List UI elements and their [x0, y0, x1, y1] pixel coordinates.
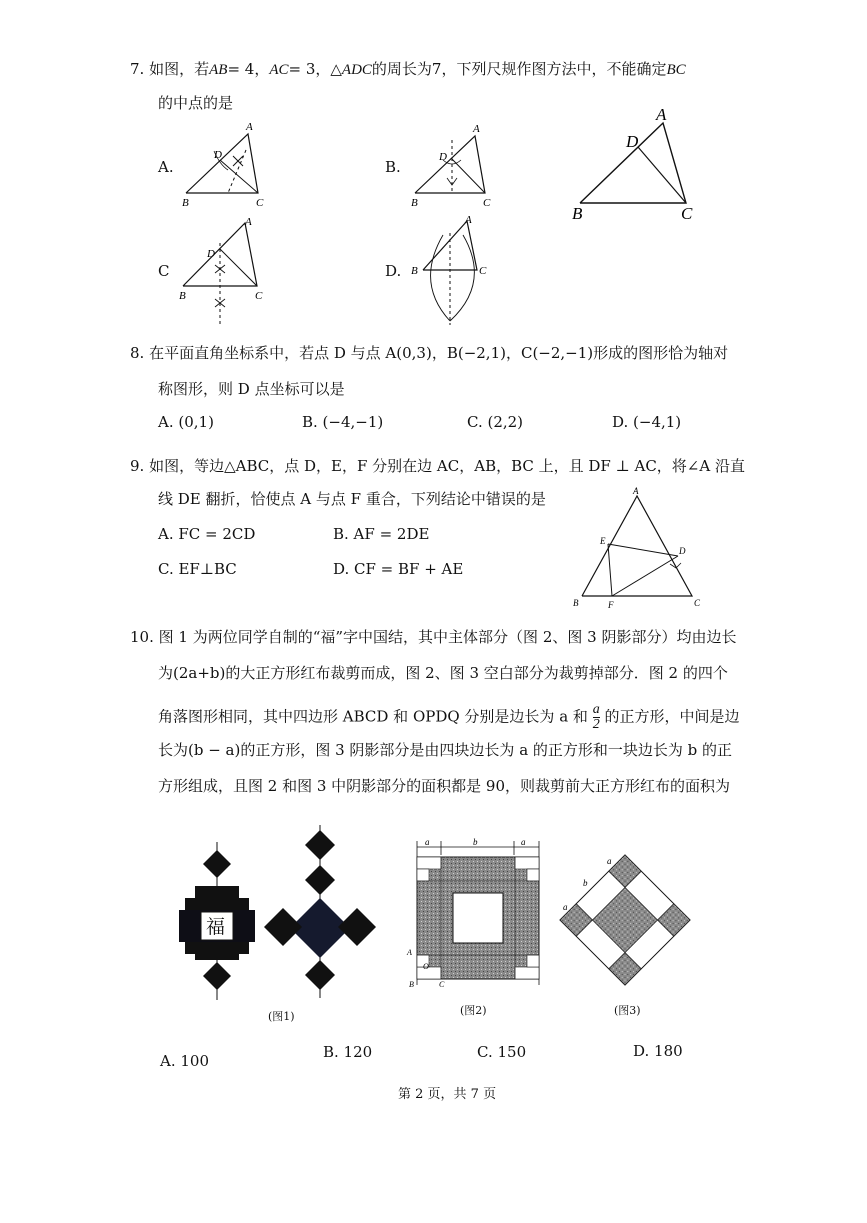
q10-line2: 为(2a+b)的大正方形红布裁剪而成，图 2、图 3 空白部分为裁剪掉部分．图 2 的四个	[158, 664, 728, 682]
q7-stem-line1	[130, 59, 686, 80]
fu-character: 福	[206, 917, 226, 938]
q7a-vertex-d: D	[214, 149, 222, 161]
q7-option-d-label: D.	[385, 262, 402, 280]
fig2-label-A: A	[407, 948, 412, 957]
q8-number: 8.	[130, 344, 145, 362]
q7-ab: AB	[209, 62, 228, 78]
q7-stem-line2: 的中点的是	[158, 94, 234, 112]
fig2-label-b: b	[473, 837, 478, 847]
q8-option-c: C. (2,2)	[467, 413, 524, 431]
fig2-label-C: C	[439, 980, 445, 989]
q9-vertex-d: D	[679, 546, 686, 556]
q10-figure-3	[555, 850, 695, 990]
q7-text-b: 的周长为7，下列尺规作图方法中，不能确定	[371, 60, 667, 78]
q8-stem-line1	[130, 343, 728, 363]
q7c-vertex-c: C	[255, 290, 263, 302]
q7-figure-a	[178, 118, 273, 210]
q7a-vertex-c: C	[256, 197, 264, 209]
fig2-label-a1: a	[425, 837, 430, 847]
q7ref-vertex-b: B	[572, 204, 583, 223]
q10-fraction	[593, 703, 600, 732]
q10-option-b: B. 120	[323, 1043, 373, 1061]
q10-caption-3: (图3)	[614, 1004, 641, 1017]
q7-eq4: = 4，	[227, 60, 270, 78]
q10-line4: 长为(b − a)的正方形，图 3 阴影部分是由四块边长为 a 的正方形和一块边长为 b 的正	[158, 741, 733, 759]
q10-line5: 方形组成，且图 2 和图 3 中阴影部分的面积都是 90，则裁剪前大正方形红布的面积为	[158, 777, 731, 795]
q7-ac: AC	[269, 62, 289, 78]
q7a-vertex-a: A	[246, 121, 253, 133]
q7-figure-c	[175, 213, 270, 328]
q7-number: 7.	[130, 60, 145, 78]
q7b-vertex-b: B	[411, 197, 418, 209]
q10-option-d: D. 180	[633, 1042, 683, 1060]
q9-stem-line1	[130, 456, 745, 476]
q10-option-a: A. 100	[160, 1052, 209, 1070]
q9-number: 9.	[130, 457, 145, 475]
q7-reference-figure	[568, 105, 703, 225]
page-footer: 第 2 页，共 7 页	[398, 1087, 497, 1102]
q7d-vertex-b: B	[411, 265, 418, 277]
q7-option-b-label: B.	[385, 158, 401, 176]
q9-vertex-b: B	[573, 598, 579, 608]
fig2-label-O: O	[423, 962, 429, 971]
q9-vertex-f: F	[608, 600, 614, 610]
q7-bc: BC	[666, 62, 686, 78]
fig2-label-a2: a	[521, 837, 526, 847]
q7c-vertex-a: A	[245, 216, 252, 228]
q7b-vertex-c: C	[483, 197, 491, 209]
q7b-vertex-d: D	[439, 151, 447, 163]
q10-number: 10.	[130, 628, 154, 646]
q7-eq3: = 3，△	[288, 60, 342, 78]
q7b-vertex-a: A	[473, 123, 480, 135]
q7-figure-d	[405, 213, 505, 328]
q8-option-a: A. (0,1)	[158, 413, 214, 431]
q10-figure-2	[403, 835, 543, 995]
q10-line1	[130, 627, 736, 647]
q10-text-line3b: 的正方形，中间是边	[604, 707, 740, 726]
q9-option-d: D. CF = BF + AE	[333, 560, 464, 578]
q7d-vertex-a: A	[465, 214, 472, 226]
q8-stem-line2: 称图形，则 D 点坐标可以是	[158, 380, 345, 398]
q10-frac-num: a	[592, 702, 600, 717]
q10-frac-den: 2	[592, 717, 600, 732]
q8-option-d: D. (−4,1)	[612, 413, 682, 431]
fig2-label-B: B	[409, 980, 414, 989]
q10-option-c: C. 150	[477, 1043, 527, 1061]
q8-option-b: B. (−4,−1)	[302, 413, 384, 431]
q7c-vertex-b: B	[179, 290, 186, 302]
q9-stem-line2: 线 DE 翻折，恰使点 A 与点 F 重合，下列结论中错误的是	[158, 490, 546, 508]
q10-line3	[158, 703, 739, 732]
q9-vertex-e: E	[600, 536, 606, 546]
q10-figure-1	[175, 820, 390, 1005]
q10-caption-1: (图1)	[268, 1010, 295, 1023]
q7-adc: ADC	[341, 62, 372, 78]
q7c-vertex-d: D	[207, 248, 215, 260]
fig3-label-a1: a	[607, 856, 612, 866]
fig3-label-b: b	[583, 878, 588, 888]
q7ref-vertex-c: C	[681, 204, 693, 223]
q9-figure	[570, 484, 705, 612]
fig3-label-a2: a	[563, 902, 568, 912]
q7d-vertex-c: C	[479, 265, 487, 277]
q10-text-line3a: 角落图形相同，其中四边形 ABCD 和 OPDQ 分别是边长为 a 和	[158, 707, 588, 726]
q10-caption-2: (图2)	[460, 1004, 487, 1017]
q9-option-b: B. AF = 2DE	[333, 525, 430, 543]
q7ref-vertex-d: D	[626, 132, 639, 151]
q7a-vertex-b: B	[182, 197, 189, 209]
q7ref-vertex-a: A	[656, 105, 667, 124]
q7-option-a-label: A.	[158, 158, 174, 176]
q10-text-line1: 图 1 为两位同学自制的“福”字中国结，其中主体部分（图 2、图 3 阴影部分）均由边长	[158, 628, 737, 646]
q8-text-line1: 在平面直角坐标系中，若点 D 与点 A(0,3)，B(−2,1)，C(−2,−1)形成的图形恰为轴对	[149, 344, 729, 362]
q7-text-a: 如图，若	[149, 60, 210, 78]
q9-text-line1: 如图，等边△ABC，点 D，E，F 分别在边 AC，AB，BC 上，且 DF ⊥ AC，将∠A 沿直	[149, 457, 745, 475]
q9-vertex-a: A	[633, 486, 639, 496]
q7-figure-b	[405, 118, 500, 210]
q9-option-c: C. EF⊥BC	[158, 560, 237, 578]
q7-option-c-label: C	[158, 262, 170, 280]
q9-option-a: A. FC = 2CD	[158, 525, 256, 543]
q9-vertex-c: C	[694, 598, 701, 608]
